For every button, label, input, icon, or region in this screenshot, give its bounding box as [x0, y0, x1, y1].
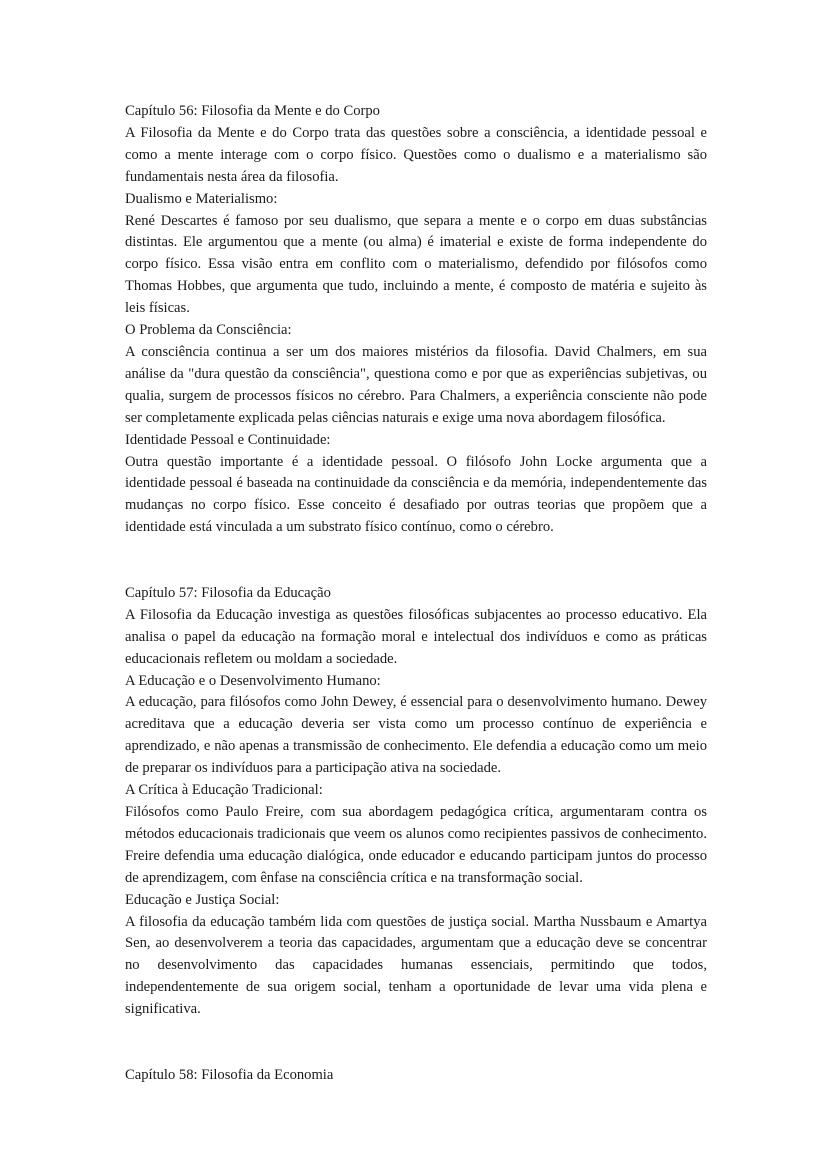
page-content [125, 101, 707, 1087]
chapter-58 [125, 1065, 707, 1087]
section-heading: O Problema da Consciência: [125, 322, 292, 339]
paragraph: René Descartes é famoso por seu dualismo, que separa a mente e o corpo em duas substâncias distintas. Ele argumentou que a mente (ou alma) é imaterial e existe de forma independente do corpo físico. Essa visão entra em conflito com o materialismo, defendido por filósofos como Thomas Hobbes, que argumenta que tudo, incluindo a mente, é composto de matéria e sujeito às leis físicas. [125, 212, 707, 317]
paragraph: A educação, para filósofos como John Dewey, é essencial para o desenvolvimento humano. Dewey acreditava que a educação deveria ser vista como um processo contínuo de experiência e aprendizado, e não apenas a transmissão de conhecimento. Ele defendia a educação como um meio de preparar os indivíduos para a participação ativa na sociedade. [125, 694, 707, 777]
chapter-title: Capítulo 58: Filosofia da Economia [125, 1066, 334, 1083]
chapter-56 [125, 101, 707, 539]
section-heading: Educação e Justiça Social: [125, 891, 280, 908]
paragraph: Filósofos como Paulo Freire, com sua abordagem pedagógica crítica, argumentaram contra os métodos educacionais tradicionais que veem os alunos como recipientes passivos de conhecimento. Freire defendia uma educação dialógica, onde educador e educando participam juntos do processo de aprendizagem, com ênfase na consciência crítica e na transformação social. [125, 803, 707, 886]
paragraph: A consciência continua a ser um dos maiores mistérios da filosofia. David Chalmers, em sua análise da "dura questão da consciência", questiona como e por que as experiências subjetivas, ou qualia, surgem de processos físicos no cérebro. Para Chalmers, a experiência consciente não pode ser completamente explicada pelas ciências naturais e exige uma nova abordagem filosófica. [125, 343, 707, 426]
paragraph: A Filosofia da Educação investiga as questões filosóficas subjacentes ao processo educativo. Ela analisa o papel da educação na formação moral e intelectual dos indivíduos e como as práticas educacionais refletem ou moldam a sociedade. [125, 606, 707, 667]
chapter-57 [125, 583, 707, 1021]
paragraph: A filosofia da educação também lida com questões de justiça social. Martha Nussbaum e Amartya Sen, ao desenvolverem a teoria das capacidades, argumentam que a educação deve se concentrar no desenvolvimento das capacidades humanas essenciais, permitindo que todos, independentemente de sua origem social, tenham a oportunidade de levar uma vida plena e significativa. [125, 913, 707, 1018]
chapter-title: Capítulo 57: Filosofia da Educação [125, 584, 331, 601]
chapter-title: Capítulo 56: Filosofia da Mente e do Corpo [125, 103, 380, 119]
paragraph: Outra questão importante é a identidade pessoal. O filósofo John Locke argumenta que a identidade pessoal é baseada na continuidade da consciência e da memória, independentemente das mudanças no corpo físico. Esse conceito é desafiado por outras teorias que propõem que a identidade está vinculada a um substrato físico contínuo, como o cérebro. [125, 453, 707, 536]
section-heading: A Crítica à Educação Tradicional: [125, 782, 323, 799]
section-heading: A Educação e o Desenvolvimento Humano: [125, 672, 381, 689]
section-heading: Identidade Pessoal e Continuidade: [125, 431, 331, 448]
paragraph: A Filosofia da Mente e do Corpo trata das questões sobre a consciência, a identidade pessoal e como a mente interage com o corpo físico. Questões como o dualismo e a materialismo são fundamentais nesta área da filosofia. [125, 124, 707, 185]
section-heading: Dualismo e Materialismo: [125, 190, 278, 207]
